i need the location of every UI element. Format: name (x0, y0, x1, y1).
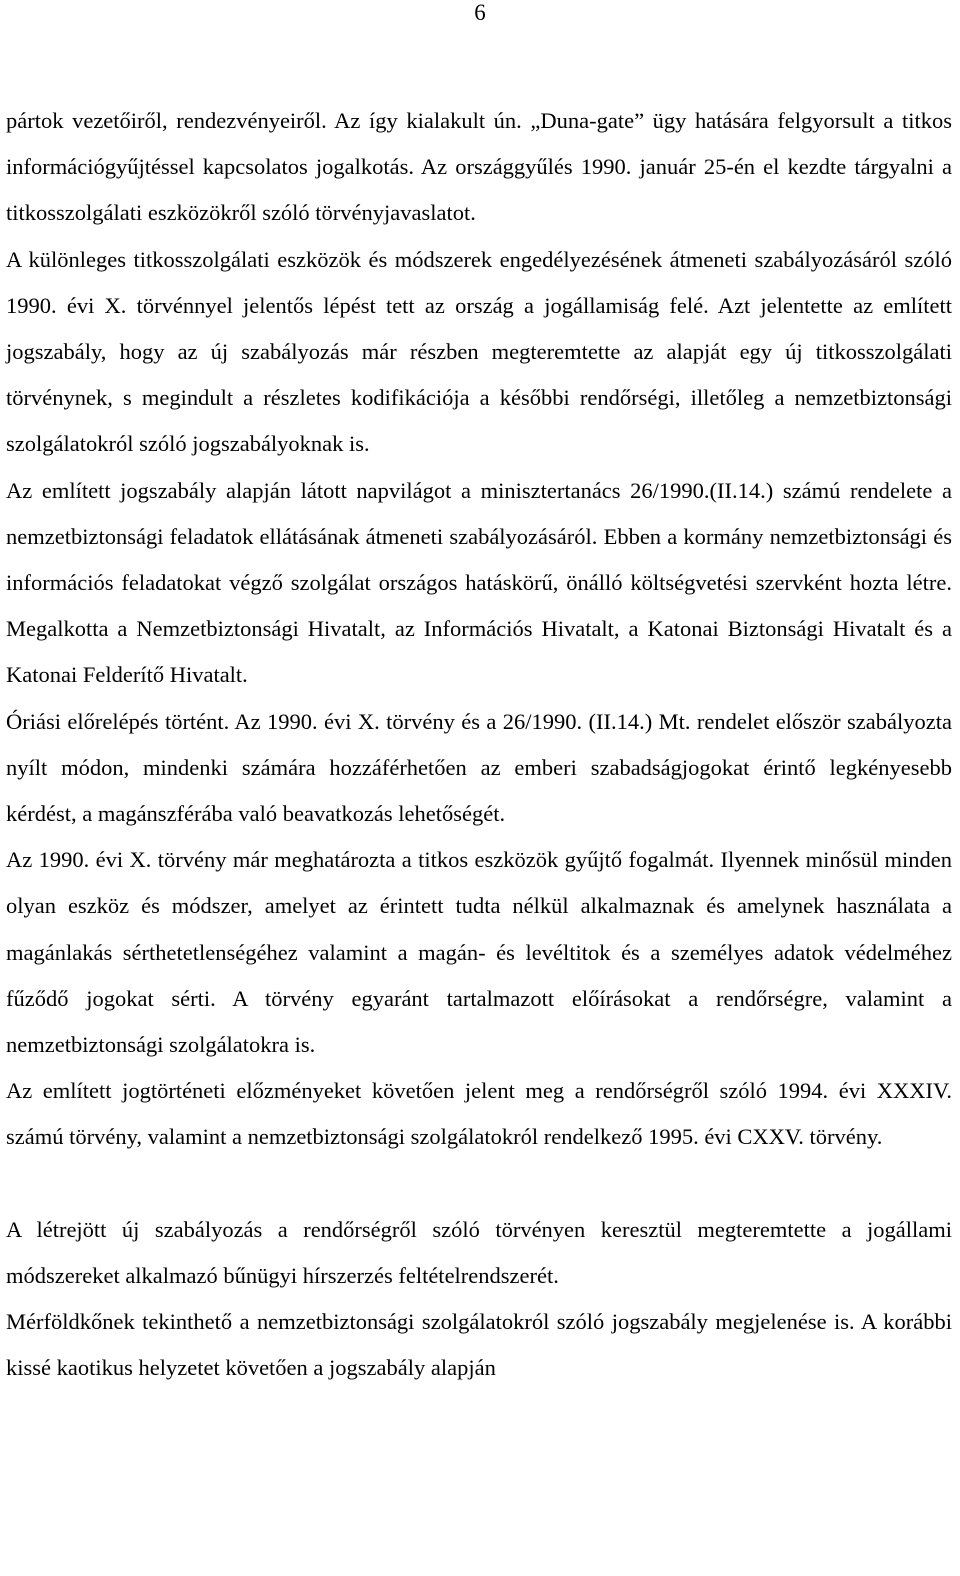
paragraph-4: Óriási előrelépés történt. Az 1990. évi X. törvény és a 26/1990. (II.14.) Mt. rendelet először szabályozta nyílt módon, mindenki számára hozzáférhetően az emberi szabadságjogokat érintő legkényesebb kérdést, a magánszférába való beavatkozás lehetőségét. (6, 708, 952, 827)
paragraph-3: Az említett jogszabály alapján látott napvilágot a minisztertanács 26/1990.(II.14.) számú rendelete a nemzetbiztonsági feladatok ellátásának átmeneti szabályozásáról. Ebben a kormány nemzetbiztonsági és információs feladatokat végző szolgálat országos hatáskörű, önálló költségvetési szervként hozta létre. Megalkotta a Nemzetbiztonsági Hivatalt, az Információs Hivatalt, a Katonai Biztonsági Hivatalt és a Katonai Felderítő Hivatalt. (6, 477, 952, 688)
paragraph-5: Az 1990. évi X. törvény már meghatározta a titkos eszközök gyűjtő fogalmát. Ilyennek minősül minden olyan eszköz és módszer, amelyet az érintett tudta nélkül alkalmaznak és amelynek használata a magánlakás sérthetetlenségéhez valamint a magán- és levéltitok és a személyes adatok védelméhez fűződő jogokat sérti. A törvény egyaránt tartalmazott előírásokat a rendőrségre, valamint a nemzetbiztonsági szolgálatokra is. (6, 847, 952, 1058)
paragraph-1: pártok vezetőiről, rendezvényeiről. Az így kialakult ún. „Duna-gate” ügy hatására felgyorsult a titkos információgyűjtéssel kapcsolatos jogalkotás. Az országgyűlés 1990. január 25-én el kezdte tárgyalni a titkosszolgálati eszközökről szóló törvényjavaslatot. (6, 108, 952, 226)
page-number: 6 (474, 0, 486, 25)
document-body (6, 98, 952, 1391)
paragraph-7: A létrejött új szabályozás a rendőrségről szóló törvényen keresztül megteremtette a jogállami módszereket alkalmazó bűnügyi hírszerzés feltételrendszerét. (6, 1216, 952, 1288)
paragraph-6: Az említett jogtörténeti előzményeket követően jelent meg a rendőrségről szóló 1994. évi XXXIV. számú törvény, valamint a nemzetbiztonsági szolgálatokról rendelkező 1995. évi CXXV. törvény. (6, 1078, 952, 1150)
paragraph-2: A különleges titkosszolgálati eszközök és módszerek engedélyezésének átmeneti szabályozásáról szóló 1990. évi X. törvénnyel jelentős lépést tett az ország a jogállamiság felé. Azt jelentette az említett jogszabály, hogy az új szabályozás már részben megteremtette az alapját egy új titkosszolgálati törvénynek, s megindult a részletes kodifikációja a későbbi rendőrségi, illetőleg a nemzetbiztonsági szolgálatokról szóló jogszabályoknak is. (6, 246, 952, 457)
paragraph-8: Mérföldkőnek tekinthető a nemzetbiztonsági szolgálatokról szóló jogszabály megjelenése is. A korábbi kissé kaotikus helyzetet követően a jogszabály alapján (6, 1309, 952, 1381)
